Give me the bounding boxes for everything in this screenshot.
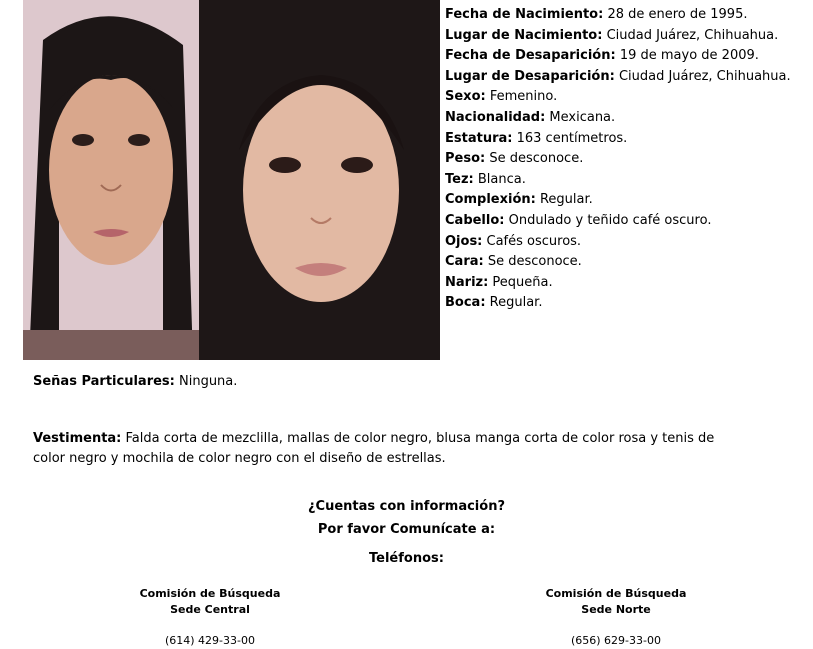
photo-childhood [23,0,199,360]
vestimenta [33,429,733,469]
contact-phone[interactable]: (656) 629-33-00 [570,634,661,647]
profile-fact-label: Fecha de Desaparición: [445,48,616,64]
profile-fact-row [445,190,805,211]
profile-fact-row [445,26,805,47]
profile-fact-row [445,232,805,253]
phones-title: Teléfonos: [369,551,444,566]
profile-fact-label: Peso: [445,151,486,167]
profile-fact-value: Mexicana. [545,109,616,125]
photos [23,0,440,360]
profile-fact-value: Ciudad Juárez, Chihuahua. [614,68,791,84]
profile-fact-value: 28 de enero de 1995. [603,7,748,22]
profile-fact-label: Boca: [445,295,486,311]
profile-fact-label: Fecha de Nacimiento: [445,7,604,22]
profile-fact-label: Lugar de Nacimiento: [445,27,603,43]
profile-fact-value: 19 de mayo de 2009. [615,48,759,64]
profile-fact-value: Ondulado y teñido café oscuro. [504,212,712,228]
profile-fact-row [445,87,805,108]
profile-fact-value: Pequeña. [488,274,553,290]
photo-age-progression [199,0,440,360]
profile-fact-row [445,67,805,88]
profile-fact-value: Se desconoce. [483,254,582,270]
profile-fact-value: Blanca. [473,171,526,187]
profile-fact-label: Cabello: [445,212,505,228]
vestimenta-value: Falda corta de mezclilla, mallas de color negro, blusa manga corta de color rosa y tenis de color negro y mochila de color negro con el diseño de estrellas. [33,431,715,466]
profile-fact-value: Ciudad Juárez, Chihuahua. [602,27,779,43]
profile-fact-row [445,5,805,26]
profile-fact-label: Sexo: [445,89,486,105]
contact-phone[interactable]: (614) 429-33-00 [164,634,255,647]
profile-fact-row [445,46,805,67]
contact-branch: Sede Central [170,603,250,616]
profile-fact-value: Femenino. [485,89,558,105]
profile-fact-value: 163 centímetros. [512,130,628,146]
profile-fact-label: Lugar de Desaparición: [445,68,615,84]
contact-name: Comisión de Búsqueda [139,587,281,600]
cta-question: ¿Cuentas con información? [308,499,505,514]
profile-fact-value: Regular. [485,295,543,311]
senas-particulares [33,372,237,392]
profile-fact-label: Tez: [445,171,474,187]
senas-label: Señas Particulares: [33,374,175,389]
profile-fact-label: Cara: [445,254,484,270]
profile-fact-value: Regular. [535,192,593,208]
profile-fact-row [445,170,805,191]
profile-fact-row [445,149,805,170]
profile-fact-label: Estatura: [445,130,513,146]
profile-facts [445,5,805,314]
profile-fact-label: Complexión: [445,192,536,208]
profile-fact-row [445,108,805,129]
profile-fact-row [445,211,805,232]
cta-contact-prompt: Por favor Comunícate a: [317,522,496,537]
profile-fact-row [445,129,805,150]
profile-fact-label: Ojos: [445,233,483,249]
profile-fact-row [445,252,805,273]
contact-branch: Sede Norte [581,603,651,616]
senas-value: Ninguna. [174,374,238,389]
profile-fact-row [445,293,805,314]
profile-fact-value: Cafés oscuros. [482,233,582,249]
profile-fact-label: Nacionalidad: [445,109,546,125]
profile-fact-row [445,273,805,294]
vestimenta-label: Vestimenta: [33,431,122,446]
profile-fact-label: Nariz: [445,274,489,290]
contact-name: Comisión de Búsqueda [545,587,687,600]
profile-fact-value: Se desconoce. [485,151,584,167]
